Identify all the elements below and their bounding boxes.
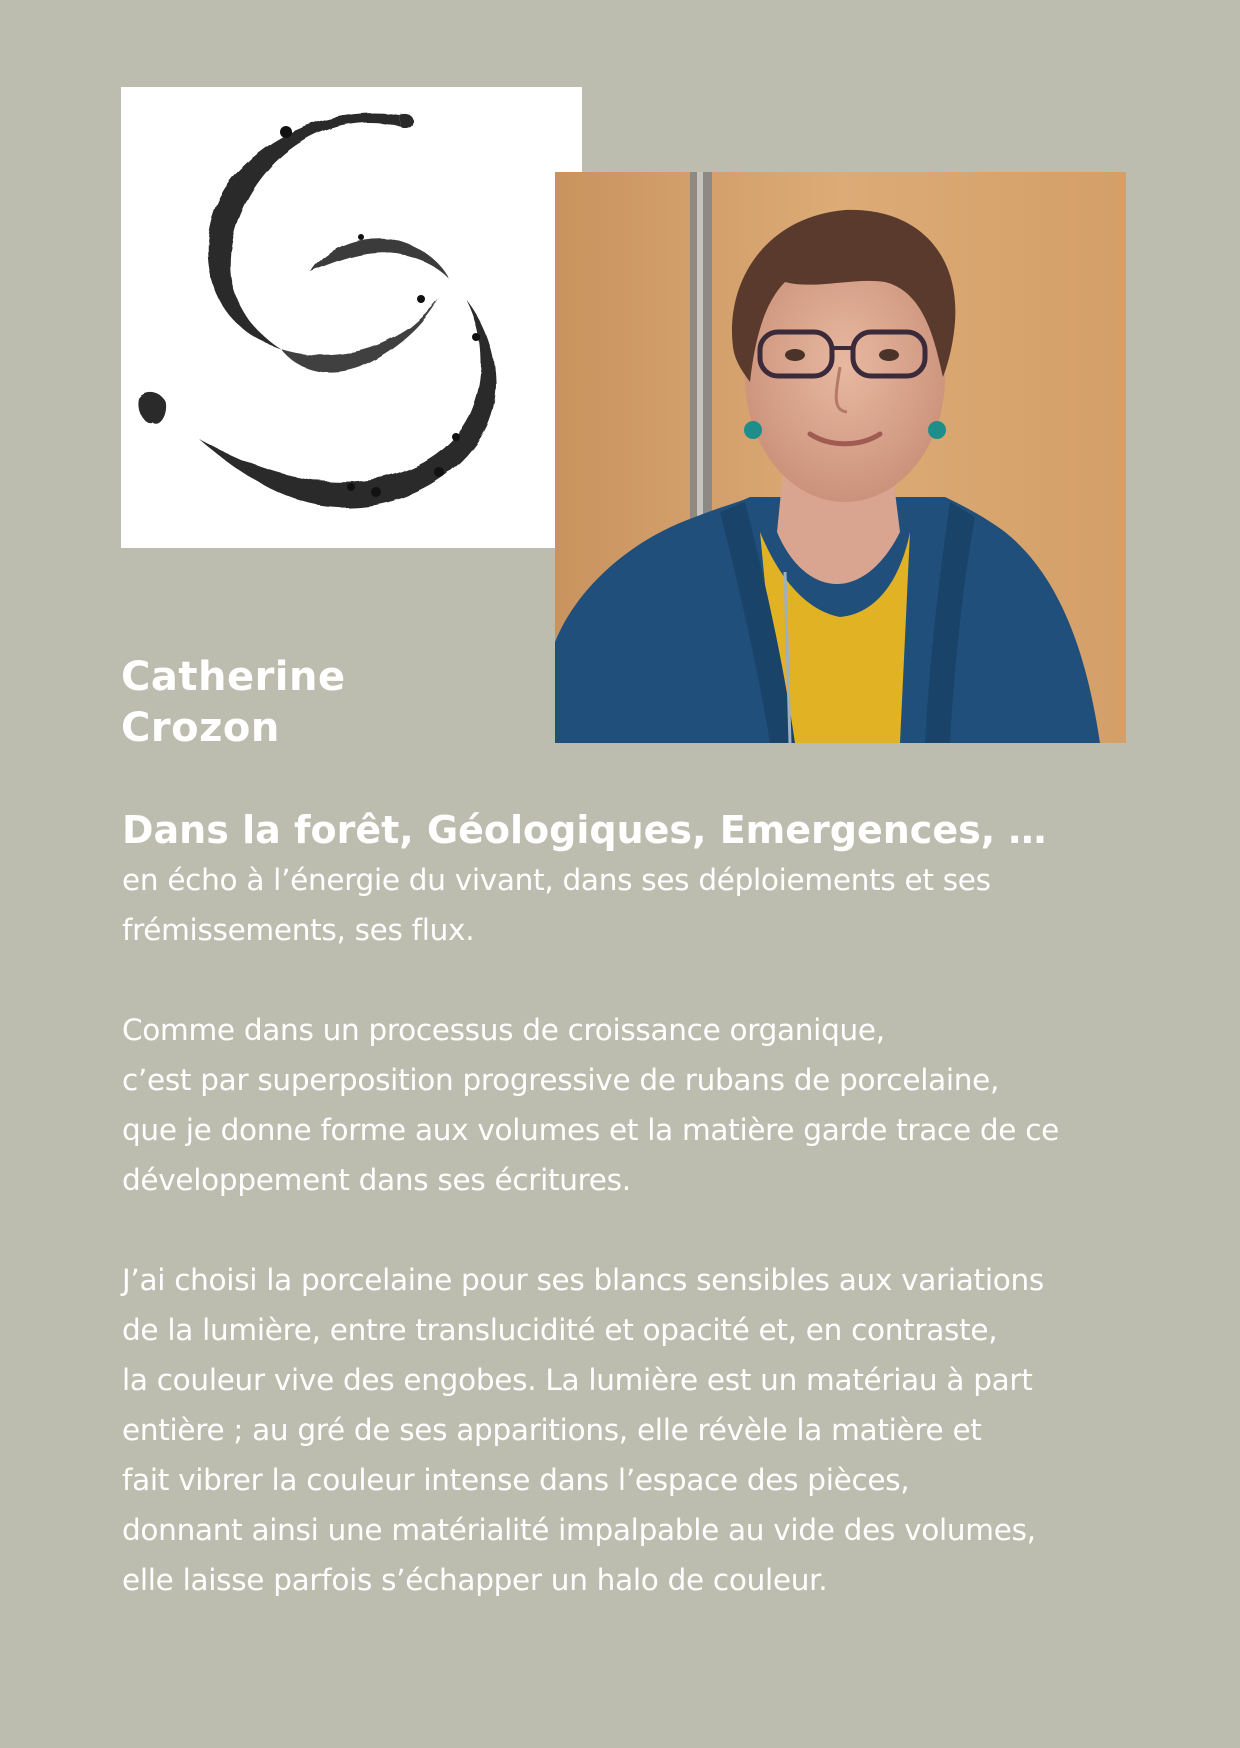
statement-line: elle laisse parfois s’échapper un halo de couleur. [122,1563,828,1597]
statement-line: la couleur vive des engobes. La lumière est un matériau à part [122,1363,1033,1397]
statement-line: J’ai choisi la porcelaine pour ses blancs sensibles aux variations [122,1263,1044,1297]
statement-line: frémissements, ses flux. [122,913,475,947]
artist-portrait [555,172,1126,743]
statement-line: donnant ainsi une matérialité impalpable au vide des volumes, [122,1513,1036,1547]
statement-line: développement dans ses écritures. [122,1163,631,1197]
statement-line: c’est par superposition progressive de rubans de porcelaine, [122,1063,1000,1097]
statement-headline: Dans la forêt, Géologiques, Emergences, … [122,808,1047,852]
statement-line: fait vibrer la couleur intense dans l’espace des pièces, [122,1463,910,1497]
statement-line: que je donne forme aux volumes et la matière garde trace de ce [122,1113,1059,1147]
spiral-brush-icon [121,87,582,548]
statement-line: entière ; au gré de ses apparitions, elle révèle la matière et [122,1413,982,1447]
artist-last-name: Crozon [121,705,280,751]
artist-name [121,652,521,754]
statement-line: de la lumière, entre translucidité et opacité et, en contraste, [122,1313,998,1347]
statement-line: en écho à l’énergie du vivant, dans ses déploiements et ses [122,863,991,897]
artist-first-name: Catherine [121,654,346,700]
artist-statement [122,805,1127,1605]
spiral-logo [121,87,582,548]
portrait-image [555,172,1126,743]
statement-line: Comme dans un processus de croissance organique, [122,1013,885,1047]
